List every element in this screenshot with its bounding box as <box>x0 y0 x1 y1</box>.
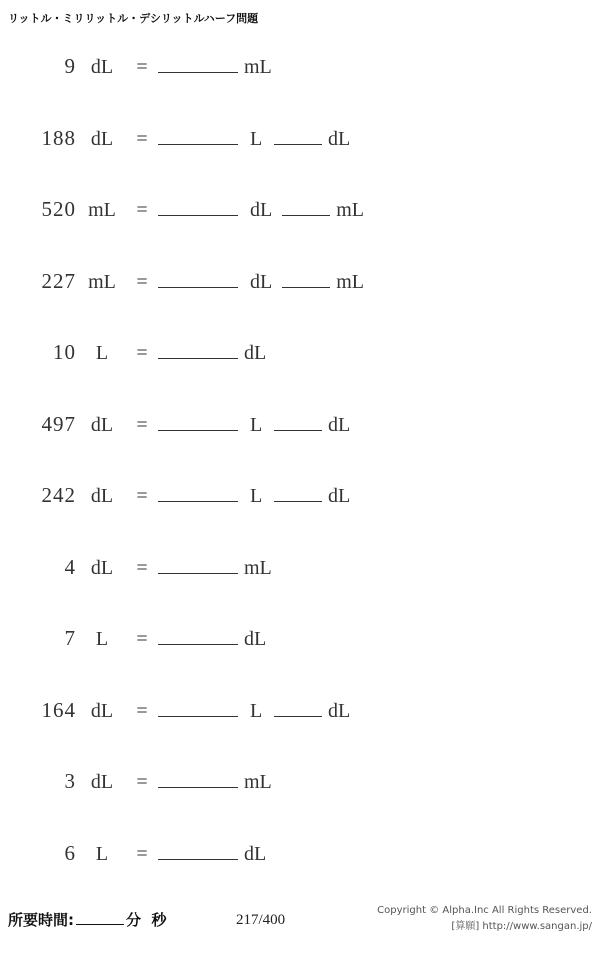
problem-value: 188 <box>41 125 76 150</box>
answer-unit: dL <box>328 485 351 507</box>
answer-unit: dL <box>244 628 267 650</box>
problem-value: 242 <box>41 483 76 507</box>
answer-blank[interactable] <box>158 555 238 574</box>
answer-unit: mL <box>336 270 364 293</box>
equals-sign: = <box>136 771 148 793</box>
equals-sign: = <box>136 413 148 436</box>
equals-sign: = <box>136 485 148 507</box>
problem-unit: dL <box>90 485 114 507</box>
problem-unit: dL <box>90 56 114 78</box>
answer-unit: mL <box>244 556 272 579</box>
problem-row <box>0 269 600 341</box>
problem-unit: L <box>95 842 109 865</box>
answer-unit: L <box>250 699 263 722</box>
problem-row <box>0 126 600 198</box>
problem-value: 497 <box>41 411 76 436</box>
problem-value: 164 <box>41 697 76 722</box>
time-prefix-text: 所要時間: <box>8 911 74 929</box>
equals-sign: = <box>136 56 148 78</box>
answer-blank[interactable] <box>158 769 238 788</box>
answer-unit: L <box>250 127 263 150</box>
time-seconds-unit: 秒 <box>151 911 167 929</box>
problem-row <box>0 197 600 269</box>
answer-blank[interactable] <box>282 269 330 288</box>
problem-value: 10 <box>53 340 76 364</box>
equals-sign: = <box>136 842 148 865</box>
answer-unit: L <box>250 485 263 507</box>
problem-row <box>0 54 600 126</box>
answer-blank[interactable] <box>158 483 238 502</box>
problem-unit: dL <box>90 699 114 722</box>
answer-blank[interactable] <box>158 626 238 645</box>
problem-row <box>0 698 600 770</box>
answer-unit: dL <box>328 413 351 436</box>
problem-value: 3 <box>64 769 76 793</box>
problem-unit: dL <box>90 127 114 150</box>
problem-list <box>0 54 600 912</box>
copyright-text: Copyright © Alpha.Inc All Rights Reserved. <box>377 905 592 916</box>
answer-blank[interactable] <box>274 412 322 431</box>
problem-value: 227 <box>41 268 76 293</box>
problem-row <box>0 340 600 412</box>
page-title: リットル・ミリリットル・デシリットルハーフ問題 <box>8 12 259 25</box>
answer-unit: dL <box>244 842 267 865</box>
page-number: 217/400 <box>236 912 286 928</box>
problem-value: 7 <box>64 626 76 650</box>
problem-unit: mL <box>88 270 116 293</box>
problem-unit: dL <box>90 413 114 436</box>
answer-blank[interactable] <box>158 269 238 288</box>
answer-unit: dL <box>250 270 273 293</box>
equals-sign: = <box>136 628 148 650</box>
time-taken-label <box>8 909 166 930</box>
equals-sign: = <box>136 127 148 150</box>
answer-blank[interactable] <box>282 197 330 216</box>
answer-blank[interactable] <box>158 197 238 216</box>
problem-unit: mL <box>88 199 116 221</box>
time-minutes-blank[interactable] <box>76 909 124 925</box>
time-minutes-unit: 分 <box>126 911 142 929</box>
equals-sign: = <box>136 699 148 722</box>
equals-sign: = <box>136 342 148 364</box>
answer-unit: dL <box>328 699 351 722</box>
page-footer <box>0 894 600 944</box>
site-url-text: [算願] http://www.sangan.jp/ <box>451 921 592 932</box>
answer-unit: dL <box>250 199 273 221</box>
answer-blank[interactable] <box>274 126 322 145</box>
problem-row <box>0 555 600 627</box>
problem-row <box>0 626 600 698</box>
answer-blank[interactable] <box>158 54 238 73</box>
problem-unit: L <box>95 342 109 364</box>
equals-sign: = <box>136 556 148 579</box>
answer-unit: mL <box>244 56 272 78</box>
problem-unit: dL <box>90 771 114 793</box>
answer-unit: mL <box>244 771 272 793</box>
problem-row <box>0 483 600 555</box>
answer-unit: L <box>250 413 263 436</box>
answer-blank[interactable] <box>274 483 322 502</box>
problem-row <box>0 769 600 841</box>
problem-unit: dL <box>90 556 114 579</box>
equals-sign: = <box>136 199 148 221</box>
answer-unit: dL <box>328 127 351 150</box>
problem-value: 520 <box>41 197 76 221</box>
answer-unit: dL <box>244 342 267 364</box>
answer-blank[interactable] <box>158 841 238 860</box>
problem-value: 4 <box>64 554 76 579</box>
equals-sign: = <box>136 270 148 293</box>
problem-row <box>0 412 600 484</box>
answer-blank[interactable] <box>158 126 238 145</box>
answer-blank[interactable] <box>158 412 238 431</box>
answer-blank[interactable] <box>274 698 322 717</box>
answer-blank[interactable] <box>158 698 238 717</box>
problem-value: 9 <box>64 54 76 78</box>
problem-value: 6 <box>64 840 76 865</box>
answer-unit: mL <box>336 199 364 221</box>
answer-blank[interactable] <box>158 340 238 359</box>
problem-unit: L <box>95 628 109 650</box>
